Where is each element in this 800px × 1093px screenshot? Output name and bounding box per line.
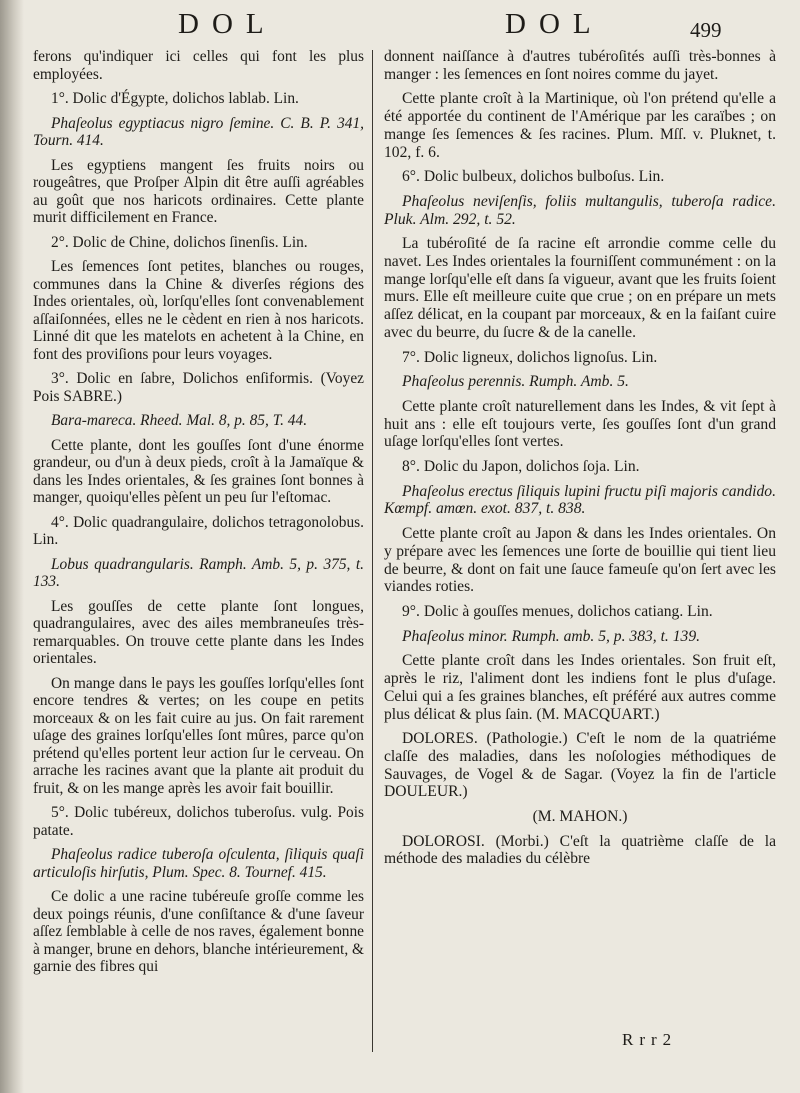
paragraph: Ce dolic a une racine tubéreuſe groſſe comme les deux poings réunis, d'une conſiſtance & d'une ſaveur aſſez ſemblable à celle de nos raves, également bonne à manger, brune en dehors, blanche intérieurement, & garnie des fibres qui xyxy=(33,888,365,975)
page-number: 499 xyxy=(690,18,722,42)
paragraph: Bara-mareca. Rheed. Mal. 8, p. 85, T. 44. xyxy=(51,412,308,429)
paragraph: DOLOROSI. (Morbi.) C'eſt la quatrième claſſe de la méthode des maladies du célèbre xyxy=(384,832,776,868)
paragraph: Phaſeolus egyptiacus nigro ſemine. C. B. P. 341, Tourn. 414. xyxy=(33,114,364,149)
paragraph: ferons qu'indiquer ici celles qui font les plus employées. xyxy=(33,48,364,83)
column-rule xyxy=(372,50,373,1052)
paragraph: Phaſeolus perennis. Rumph. Amb. 5. xyxy=(402,373,629,391)
paragraph: 9°. Dolic à gouſſes menues, dolichos catiang. Lin. xyxy=(402,602,713,620)
paragraph: Cette plante croît naturellement dans les Indes, & vit ſept à huit ans : elle eſt toujours verte, ſes gouſſes ſont d'un grand uſage lorſqu'elles ſont vertes. xyxy=(384,397,776,451)
paragraph: Cette plante, dont les gouſſes ſont d'une énorme grandeur, ou d'un à deux pieds, croît à la Jamaïque & dans les Indes orientales, & ſes graines ſont bonnes à manger, quoiqu'elles pèſent un peu ſur l'eſtomac. xyxy=(33,436,364,506)
page-gutter-shadow xyxy=(0,0,24,1093)
paragraph: 8°. Dolic du Japon, dolichos ſoja. Lin. xyxy=(402,458,640,476)
paragraph: Phaſeolus neviſenſis, foliis multangulis, tuberoſa radice. Pluk. Alm. 292, t. 52. xyxy=(384,192,776,228)
signature-mark: Rrr2 xyxy=(622,1030,678,1049)
paragraph: Phaſeolus radice tuberoſa oſculenta, ſiliquis quaſi articuloſis hirſutis, Plum. Spec. 8. Tournef. 415. xyxy=(33,846,364,881)
paragraph: On mange dans le pays les gouſſes lorſqu'elles ſont encore tendres & vertes; on les coupe en petits morceaux & on les fait cuire au jus. On fait rarement uſage des graines lorſqu'elles ſont mûres, parce qu'on prétend qu'elles portent leur action ſur le cerveau. On arrache les racines avant que la plante ait produit du fruit, & on les mange après les avoir fait bouillir. xyxy=(33,674,364,797)
paragraph: Les egyptiens mangent ſes fruits noirs ou rougeâtres, que Proſper Alpin dit être auſſi agréables au goût que nos haricots ordinaires. Cette plante murit difficilement en France. xyxy=(33,156,364,226)
paragraph: 2°. Dolic de Chine, dolichos ſinenſis. Lin. xyxy=(51,233,308,251)
paragraph: Lobus quadrangularis. Ramph. Amb. 5, p. 375, t. 133. xyxy=(33,555,364,590)
paragraph: Cette plante croît au Japon & dans les Indes orientales. On y prépare avec les ſemences une ſorte de bouillie qui tient lieu de beurre, & dont on fait une ſauce fameuſe qu'on ſert avec les viandes roties. xyxy=(384,525,776,596)
paragraph: 4°. Dolic quadrangulaire, dolichos tetragonolobus. Lin. xyxy=(33,513,364,548)
paragraph: Cette plante croît dans les Indes orientales. Son fruit eſt, après le riz, l'aliment dont les indiens font le plus d'uſage. Celui qui a ſes graines blanches, eſt préféré aux autres comme plus délicat & plus ſain. (M. MACQUART.) xyxy=(384,652,776,723)
paragraph: Les ſemences ſont petites, blanches ou rouges, communes dans la Chine & diverſes régions des Indes orientales, où, lorſqu'elles ſont convenablement aſſaiſonnées, elles ne le cèdent en rien à nos haricots. Linné dit que les matelots en achetent à la Chine, en font des proviſions pour leurs voyages. xyxy=(33,258,364,363)
paragraph: 7°. Dolic ligneux, dolichos lignoſus. Lin. xyxy=(402,348,658,366)
paragraph: DOLORES. (Pathologie.) C'eſt le nom de la quatriéme claſſe des maladies, dans les noſologies méthodiques de Sauvages, de Vogel & de Sagar. (Voyez la fin de l'article DOULEUR.) xyxy=(384,730,776,801)
running-head-right: DOL xyxy=(505,8,604,40)
running-head-left: DOL xyxy=(178,8,277,40)
paragraph: Cette plante croît à la Martinique, où l'on prétend qu'elle a été apportée du continent de l'Amérique par les caraïbes ; on mange ſes ſemences & ſes racines. Plum. Mſſ. v. Pluknet, t. 102, f. 6. xyxy=(384,90,776,161)
paragraph: (M. MAHON.) xyxy=(532,808,628,826)
paragraph: 5°. Dolic tubéreux, dolichos tuberoſus. vulg. Pois patate. xyxy=(33,804,364,839)
paragraph: 6°. Dolic bulbeux, dolichos bulboſus. Lin. xyxy=(402,168,665,186)
paragraph: Phaſeolus minor. Rumph. amb. 5, p. 383, t. 139. xyxy=(402,627,701,645)
paragraph: La tubéroſité de ſa racine eſt arrondie comme celle du navet. Les Indes orientales la fourniſſent communément : on la mange lorſqu'elle eſt dans ſa vigueur, avant que les fruits ſoient murs. Elle eſt meilleure cuite que crue ; on en prépare un mets aſſez délicat, en la coupant par morceaux, & en la faiſant cuire avec du beurre, du ſucre & de la canelle. xyxy=(384,235,776,341)
right-text-column xyxy=(384,48,776,875)
paragraph: donnent naiſſance à d'autres tubéroſités auſſi très-bonnes à manger : les ſemences en ſont noires comme du jayet. xyxy=(384,48,776,83)
left-text-column xyxy=(33,48,364,983)
paragraph: 3°. Dolic en ſabre, Dolichos enſiformis. (Voyez Pois SABRE.) xyxy=(33,370,364,405)
paragraph: Phaſeolus erectus ſiliquis lupini fructu piſi majoris candido. Kœmpf. amœn. exot. 837, t. 838. xyxy=(384,482,776,518)
paragraph: Les gouſſes de cette plante ſont longues, quadrangulaires, avec des ailes membraneuſes très-remarquables. On trouve cette plante dans les Indes orientales. xyxy=(33,597,364,667)
paragraph: 1°. Dolic d'Égypte, dolichos lablab. Lin. xyxy=(51,90,299,107)
